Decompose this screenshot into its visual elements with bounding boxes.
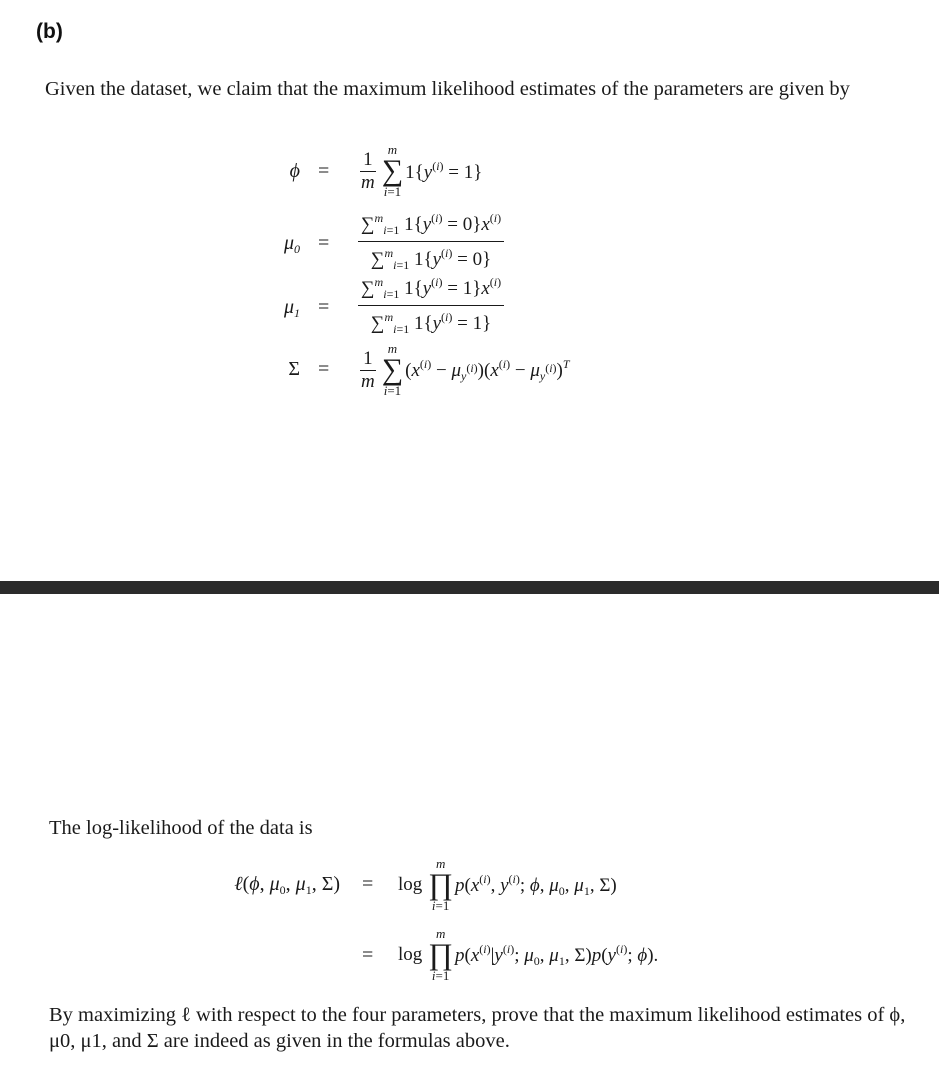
equals-sign: = [318,358,330,380]
mu1-symbol: $\mu_1$ [283,296,300,320]
conclusion-paragraph: By maximizing ℓ with respect to the four parameters, prove that the maximum likelihood estimates of ϕ, μ0, μ1, and Σ are indeed as given in the formulas above. [49,1004,906,1052]
equals-sign: = [362,944,374,966]
equals-sign: = [318,160,330,182]
mu1-formula: $\frac{\sum^m_{i=1} 1\{y^{(i)} = 1\}x^{(i)}}{\sum^m_{i=1} 1\{y^{(i)} = 1\}}$ [356,274,506,336]
equals-sign: = [362,873,374,895]
loglik-intro: The log-likelihood of the data is [49,817,313,839]
mu0-symbol: $\mu_0$ [283,232,300,256]
intro-paragraph: Given the dataset, we claim that the maximum likelihood estimates of the parameters are given by [45,78,850,100]
loglik-line-1: log m ∏ i=1 $p(x^{(i)}$, $y^{(i)}$; ϕ, $\mu_0$, $\mu_1$, Σ) [398,856,617,913]
sigma-formula: $\frac{1}{m}$ m ∑ i=1 $(x^{(i)} - \mu_{y^{(i)}})(x^{(i)} - \mu_{y^{(i)}})^T$ [361,341,570,398]
loglik-lhs: ℓ(ϕ, $\mu_0$, $\mu_1$, Σ) [234,873,340,897]
part-label: (b) [36,20,63,43]
phi-symbol: ϕ [289,160,300,182]
phi-formula: $\frac{1}{m}$ m ∑ i=1 $1\{y^{(i)} = 1\}$ [361,142,483,199]
equals-sign: = [318,232,330,254]
mu0-formula: $\frac{\sum^m_{i=1} 1\{y^{(i)} = 0\}x^{(i)}}{\sum^m_{i=1} 1\{y^{(i)} = 0\}}$ [356,210,506,272]
section-divider [0,581,939,594]
equals-sign: = [318,296,330,318]
sigma-symbol: Σ [288,358,300,380]
loglik-line-2: log m ∏ i=1 $p(x^{(i)}|y^{(i)}$; $\mu_0$, $\mu_1$, $\Sigma)p(y^{(i)}$; ϕ). [398,926,659,983]
